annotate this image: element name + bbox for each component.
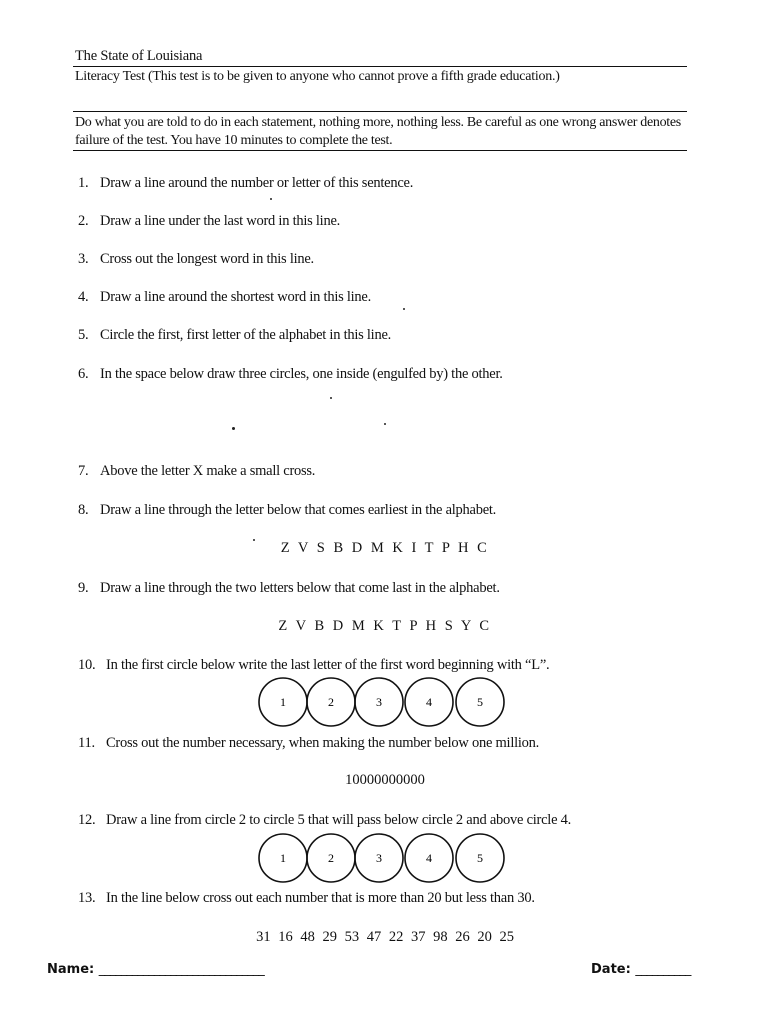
document-title: The State of Louisiana bbox=[75, 48, 203, 64]
question-8 bbox=[78, 502, 496, 519]
question-12 bbox=[78, 812, 571, 829]
question-text: Draw a line from circle 2 to circle 5 that will pass below circle 2 and above circle 4. bbox=[106, 812, 572, 828]
question-text: Draw a line around the number or letter of this sentence. bbox=[100, 175, 414, 191]
question-number: 7. bbox=[78, 463, 89, 479]
question-text: Cross out the number necessary, when making the number below one million. bbox=[106, 735, 540, 751]
question-number: 3. bbox=[78, 251, 89, 267]
print-speck bbox=[403, 308, 405, 310]
question-number: 9. bbox=[78, 580, 89, 596]
date-label: Date: bbox=[591, 962, 631, 977]
question-3 bbox=[78, 251, 314, 268]
name-line[interactable]: ______________________________ bbox=[98, 962, 264, 977]
question-text: Circle the first, first letter of the alphabet in this line. bbox=[100, 327, 392, 343]
circle-label: 5 bbox=[477, 695, 483, 709]
title-rule bbox=[73, 66, 687, 67]
question-number: 6. bbox=[78, 366, 89, 382]
question-4 bbox=[78, 289, 371, 306]
question-5 bbox=[78, 327, 391, 344]
circle-label: 3 bbox=[376, 851, 382, 865]
question-9 bbox=[78, 580, 500, 597]
circle-label: 4 bbox=[426, 851, 432, 865]
letter-row-q9: Z V B D M K T P H S Y C bbox=[278, 618, 492, 634]
name-label: Name: bbox=[47, 962, 95, 977]
circle-label: 2 bbox=[328, 695, 334, 709]
name-field[interactable] bbox=[47, 962, 264, 977]
question-text: Draw a line through the letter below that comes earliest in the alphabet. bbox=[100, 502, 497, 518]
question-10 bbox=[78, 657, 549, 674]
question-number: 4. bbox=[78, 289, 89, 305]
question-number: 12. bbox=[78, 812, 96, 828]
print-speck bbox=[384, 423, 386, 425]
circle-label: 4 bbox=[426, 695, 432, 709]
question-text: Draw a line under the last word in this line. bbox=[100, 213, 341, 229]
circle-row-q12 bbox=[250, 832, 514, 884]
instructions-rule bbox=[73, 150, 687, 151]
circle-label: 2 bbox=[328, 851, 334, 865]
question-number: 2. bbox=[78, 213, 89, 229]
question-1 bbox=[78, 175, 413, 192]
question-number: 13. bbox=[78, 890, 96, 906]
question-text: In the line below cross out each number that is more than 20 but less than 30. bbox=[106, 890, 535, 906]
large-number-q11: 10000000000 bbox=[345, 772, 425, 788]
print-speck bbox=[270, 198, 272, 200]
question-text: Above the letter X make a small cross. bbox=[100, 463, 316, 479]
question-number: 1. bbox=[78, 175, 89, 191]
question-number: 10. bbox=[78, 657, 96, 673]
question-number: 5. bbox=[78, 327, 89, 343]
question-13 bbox=[78, 890, 535, 907]
question-text: Cross out the longest word in this line. bbox=[100, 251, 314, 267]
circle-label: 5 bbox=[477, 851, 483, 865]
document-subtitle: Literacy Test (This test is to be given to anyone who cannot prove a fifth grade education.) bbox=[75, 69, 560, 84]
print-speck bbox=[330, 397, 332, 399]
question-text: Draw a line through the two letters below that come last in the alphabet. bbox=[100, 580, 500, 596]
question-text: In the space below draw three circles, one inside (engulfed by) the other. bbox=[100, 366, 503, 382]
date-line[interactable]: __________ bbox=[635, 962, 691, 977]
subtitle-rule bbox=[73, 111, 687, 112]
number-row-q13: 31 16 48 29 53 47 22 37 98 26 20 25 bbox=[256, 929, 514, 945]
question-11 bbox=[78, 735, 539, 752]
question-text: In the first circle below write the last letter of the first word beginning with “L”. bbox=[106, 657, 550, 673]
question-text: Draw a line around the shortest word in this line. bbox=[100, 289, 371, 305]
question-2 bbox=[78, 213, 340, 230]
question-6 bbox=[78, 366, 503, 383]
print-speck bbox=[232, 427, 235, 430]
date-field[interactable] bbox=[591, 962, 690, 977]
test-instructions: Do what you are told to do in each statement, nothing more, nothing less. Be careful as one wrong answer denotes failure of the test. You have 10 minutes to complete the test. bbox=[75, 115, 681, 148]
circle-label: 1 bbox=[280, 695, 286, 709]
question-number: 8. bbox=[78, 502, 89, 518]
letter-row-q8: Z V S B D M K I T P H C bbox=[280, 540, 490, 556]
circle-label: 3 bbox=[376, 695, 382, 709]
circle-label: 1 bbox=[280, 851, 286, 865]
circle-row-q10 bbox=[250, 676, 514, 728]
question-number: 11. bbox=[78, 735, 95, 751]
question-7 bbox=[78, 463, 315, 480]
